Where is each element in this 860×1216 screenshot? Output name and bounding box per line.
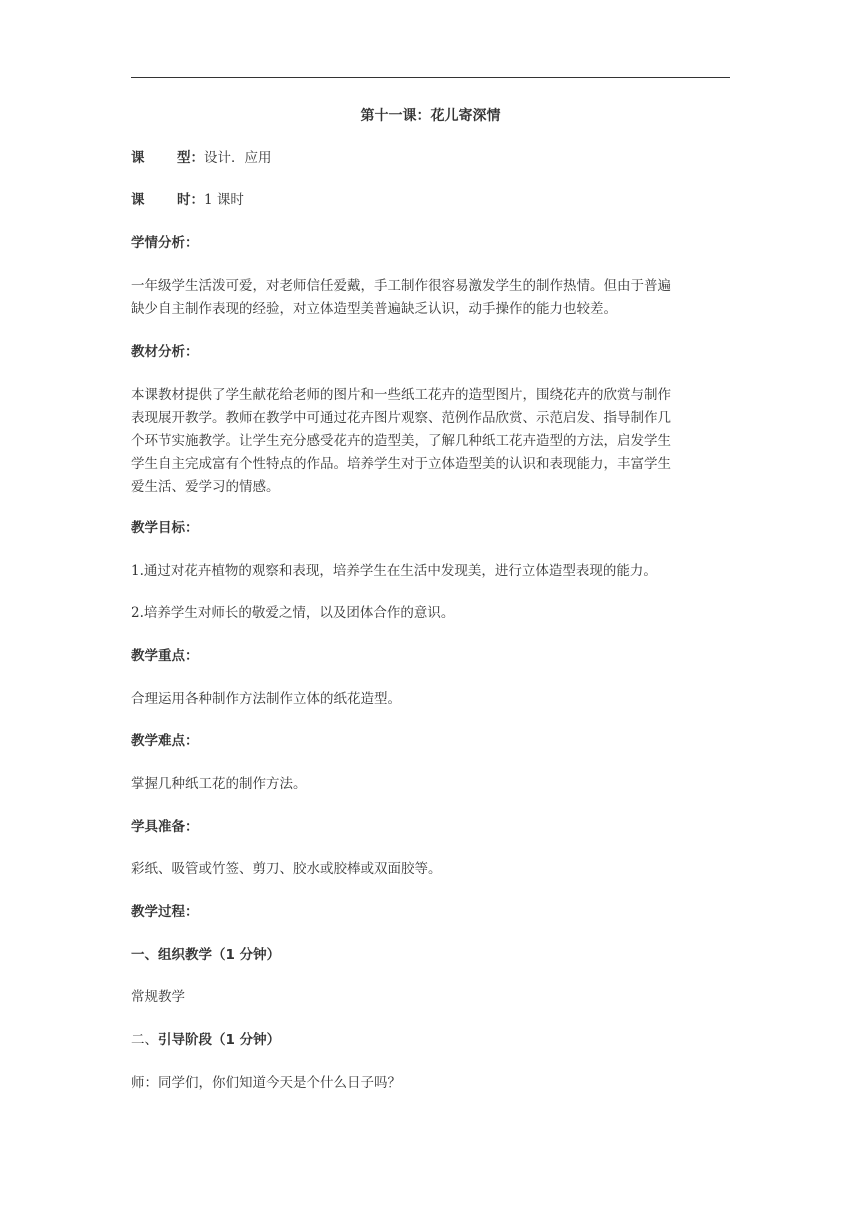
teaching-goal-1: 1.通过对花卉植物的观察和表现，培养学生在生活中发现美，进行立体造型表现的能力。 [131,563,657,579]
step-1-heading: 一、组织教学（1 分钟） [131,947,281,963]
difficult-point-heading: 教学难点： [131,733,199,749]
learner-analysis-line-1: 一年级学生活泼可爱，对老师信任爱戴，手工制作很容易激发学生的制作热情。但由于普遍 [131,278,671,294]
material-analysis-line-1: 本课教材提供了学生献花给老师的图片和一些纸工花卉的造型图片，围绕花卉的欣赏与制作 [131,387,671,403]
material-analysis-line-5: 爱生活、爱学习的情感。 [131,479,280,495]
step-2-text: 师：同学们，你们知道今天是个什么日子吗？ [131,1075,401,1091]
step-2-prefix: 二、 [131,1032,158,1048]
type-value: 设计．应用 [204,150,272,166]
difficult-point-text: 掌握几种纸工花的制作方法。 [131,776,307,792]
lesson-title: 第十一课：花儿寄深情 [360,108,501,124]
time-label-1: 课 [131,192,145,208]
learner-analysis-heading: 学情分析： [131,235,199,251]
tools-text: 彩纸、吸管或竹签、剪刀、胶水或胶棒或双面胶等。 [131,861,442,877]
process-heading: 教学过程： [131,904,199,920]
step-2-heading-row [131,1029,730,1051]
type-label-1: 课 [131,150,145,166]
teaching-goal-2: 2.培养学生对师长的敬爱之情，以及团体合作的意识。 [131,605,455,621]
key-point-text: 合理运用各种制作方法制作立体的纸花造型。 [131,691,401,707]
time-value: 1 课时 [204,192,244,208]
material-analysis-line-2: 表现展开教学。教师在教学中可通过花卉图片观察、范例作品欣赏、示范启发、指导制作几 [131,410,671,426]
tools-heading: 学具准备： [131,819,199,835]
material-analysis-line-3: 个环节实施教学。让学生充分感受花卉的造型美，了解几种纸工花卉造型的方法，启发学生 [131,433,671,449]
key-point-heading: 教学重点： [131,648,199,664]
learner-analysis-line-2: 缺少自主制作表现的经验，对立体造型美普遍缺乏认识，动手操作的能力也较差。 [131,301,617,317]
header-rule [131,77,730,78]
lesson-time-row [131,189,730,211]
material-analysis-heading: 教材分析： [131,344,199,360]
material-analysis-line-4: 学生自主完成富有个性特点的作品。培养学生对于立体造型美的认识和表现能力，丰富学生 [131,456,671,472]
step-2-heading: 引导阶段（1 分钟） [158,1032,281,1048]
step-1-text: 常规教学 [131,989,185,1005]
time-label-2: 时： [177,192,204,208]
type-label-2: 型： [177,150,204,166]
lesson-type-row [131,147,730,169]
teaching-goals-heading: 教学目标： [131,520,199,536]
